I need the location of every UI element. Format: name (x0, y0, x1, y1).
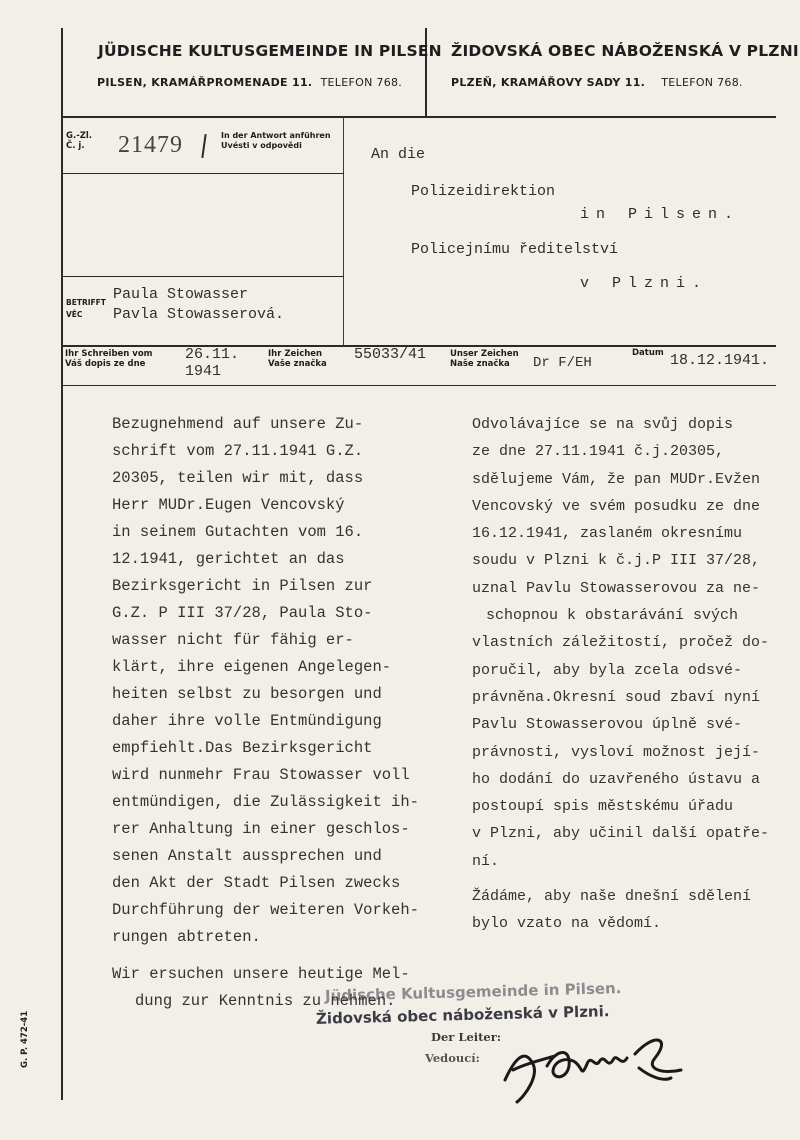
address-line-3: in Pilsen. (580, 206, 741, 223)
german-line: Herr MUDr.Eugen Vencovský (112, 496, 345, 514)
czech-closing-line: bylo vzato na vědomí. (472, 915, 662, 933)
signature-stroke (547, 1053, 627, 1077)
reference-label-cz: Č. j. (66, 141, 85, 151)
czech-line: Vencovský ve svém posudku ze dne (472, 497, 761, 515)
address-line-4: Policejnímu ředitelství (411, 241, 619, 258)
meta-bottom-rule (61, 385, 776, 386)
german-line: senen Anstalt aussprechen und (112, 847, 382, 865)
german-line: 12.1941, gerichtet an das (112, 550, 345, 568)
leader-label-cz: Vedoucí: (425, 1051, 480, 1065)
german-line: wird nunmehr Frau Stowasser voll (112, 766, 410, 784)
address-line-5: v Plzni. (580, 275, 709, 292)
your-letter-date-2: 1941 (185, 363, 222, 380)
subject-label-cz: VĚC (66, 310, 83, 319)
subject-top-rule (61, 276, 344, 277)
our-ref-label-cz: Naše značka (450, 359, 510, 369)
letterhead-phone-cz: TELEFON 768. (661, 76, 743, 89)
reference-instruction-de: In der Antwort anführen (221, 131, 331, 140)
czech-line: v Plzni, aby učinil další opatře- (472, 825, 770, 843)
our-ref-value: Dr F/EH (533, 355, 592, 371)
reference-row-rule (61, 173, 344, 174)
stamp-line-cz: Židovská obec náboženská v Plzni. (315, 1002, 610, 1028)
reference-label (66, 131, 92, 151)
reference-instruction (221, 131, 331, 151)
reference-label-de: G.-Zl. (66, 131, 93, 141)
german-line: Bezirksgericht in Pilsen zur (112, 577, 373, 595)
subject-value-de: Paula Stowasser (113, 286, 249, 303)
form-code: G. P. 472-41 (20, 1010, 30, 1068)
subject-label-de: BETRIFFT (66, 298, 106, 307)
german-line: Bezugnehmend auf unsere Zu- (112, 415, 364, 433)
german-line: daher ihre volle Entmündigung (112, 712, 382, 730)
german-line: G.Z. P III 37/28, Paula Sto- (112, 604, 373, 622)
german-line: empfiehlt.Das Bezirksgericht (112, 739, 373, 757)
your-ref-label-de: Ihr Zeichen (268, 349, 323, 359)
signature-stroke (635, 1040, 681, 1079)
german-line: schrift vom 27.11.1941 G.Z. (112, 442, 364, 460)
czech-line: schopnou k obstarávání svých (486, 607, 739, 625)
date-label: Datum (632, 348, 664, 358)
letterhead-title-cz: ŽIDOVSKÁ OBEC NÁBOŽENSKÁ V PLZNI (451, 42, 799, 60)
czech-closing-line: Žádáme, aby naše dnešní sdělení (472, 888, 752, 906)
czech-line: právnosti, vysloví možnost její- (472, 743, 761, 761)
german-line: entmündigen, die Zulässigkeit ih- (112, 793, 419, 811)
czech-line: vlastních záležitostí, pročež do- (472, 634, 770, 652)
address-line-2: Polizeidirektion (411, 183, 556, 200)
czech-line: Pavlu Stowasserovou úplně své- (472, 716, 743, 734)
address-line-1: An die (371, 146, 426, 163)
your-letter-label (65, 349, 153, 369)
german-line: rungen abtreten. (112, 928, 261, 946)
czech-line: soudu v Plzni k č.j.P III 37/28, (472, 552, 761, 570)
german-line: wasser nicht für fähig er- (112, 631, 354, 649)
your-ref-label (268, 349, 327, 369)
german-line: Durchführung der weiteren Vorkeh- (112, 901, 419, 919)
czech-line: postoupí spis městskému úřadu (472, 798, 734, 816)
czech-line: právněna.Okresní soud zbaví nyní (472, 688, 761, 706)
date-value: 18.12.1941. (670, 352, 770, 369)
leader-label-de: Der Leiter: (431, 1030, 502, 1044)
your-ref-value: 55033/41 (354, 346, 427, 363)
german-closing-line: Wir ersuchen unsere heutige Mel- (112, 965, 410, 983)
czech-line: Odvolávajíce se na svůj dopis (472, 416, 734, 433)
signature (495, 1018, 685, 1108)
letterhead-address-cz (451, 76, 743, 89)
letterhead-street-de: PILSEN, KRAMÁŘPROMENADE 11. (97, 76, 313, 89)
czech-line: ho dodání do uzavřeného ústavu a (472, 770, 761, 788)
letterhead-street-cz: PLZEŇ, KRAMÁŘOVY SADY 11. (451, 76, 646, 89)
subject-value-cz: Pavla Stowasserová. (113, 306, 285, 323)
czech-line: uznal Pavlu Stowasserovou za ne- (472, 579, 761, 597)
czech-line: poručil, aby byla zcela odsvé- (472, 661, 743, 679)
german-closing-line: dung zur Kenntnis zu nehmen. (135, 992, 396, 1010)
czech-line: 16.12.1941, zaslaném okresnímu (472, 525, 743, 543)
german-line: heiten selbst zu besorgen und (112, 685, 382, 703)
our-ref-label (450, 349, 519, 369)
body-czech (472, 411, 769, 938)
reference-number: 21479 (118, 132, 183, 158)
body-german (112, 411, 419, 1015)
stamp-line-de: Jüdische Kultusgemeinde in Pilsen. (324, 979, 622, 1005)
your-ref-label-cz: Vaše značka (268, 359, 327, 369)
letterhead-title-de: JÜDISCHE KULTUSGEMEINDE IN PILSEN (98, 42, 442, 60)
letterhead-address-de (97, 76, 402, 89)
your-letter-date-1: 26.11. (185, 346, 240, 363)
german-line: den Akt der Stadt Pilsen zwecks (112, 874, 401, 892)
czech-line: ze dne 27.11.1941 č.j.20305, (472, 443, 725, 461)
address-box-divider (343, 116, 344, 346)
check-mark (201, 134, 206, 158)
german-line: rer Anhaltung in einer geschlos- (112, 820, 410, 838)
subject-label (66, 297, 106, 321)
german-line: 20305, teilen wir mit, dass (112, 469, 364, 487)
your-letter-label-de: Ihr Schreiben vom (65, 349, 153, 359)
our-ref-label-de: Unser Zeichen (450, 349, 519, 359)
german-line: klärt, ihre eigenen Angelegen- (112, 658, 392, 676)
left-margin-rule (61, 28, 63, 1100)
german-line: in seinem Gutachten vom 16. (112, 523, 364, 541)
reference-instruction-cz: Uvésti v odpovědi (221, 141, 302, 150)
your-letter-label-cz: Váš dopis ze dne (65, 359, 146, 369)
czech-line: ní. (472, 852, 500, 870)
letterhead-bottom-rule (61, 116, 776, 118)
czech-line: sdělujeme Vám, že pan MUDr.Evžen (472, 470, 761, 488)
letterhead-phone-de: TELEFON 768. (320, 76, 403, 89)
